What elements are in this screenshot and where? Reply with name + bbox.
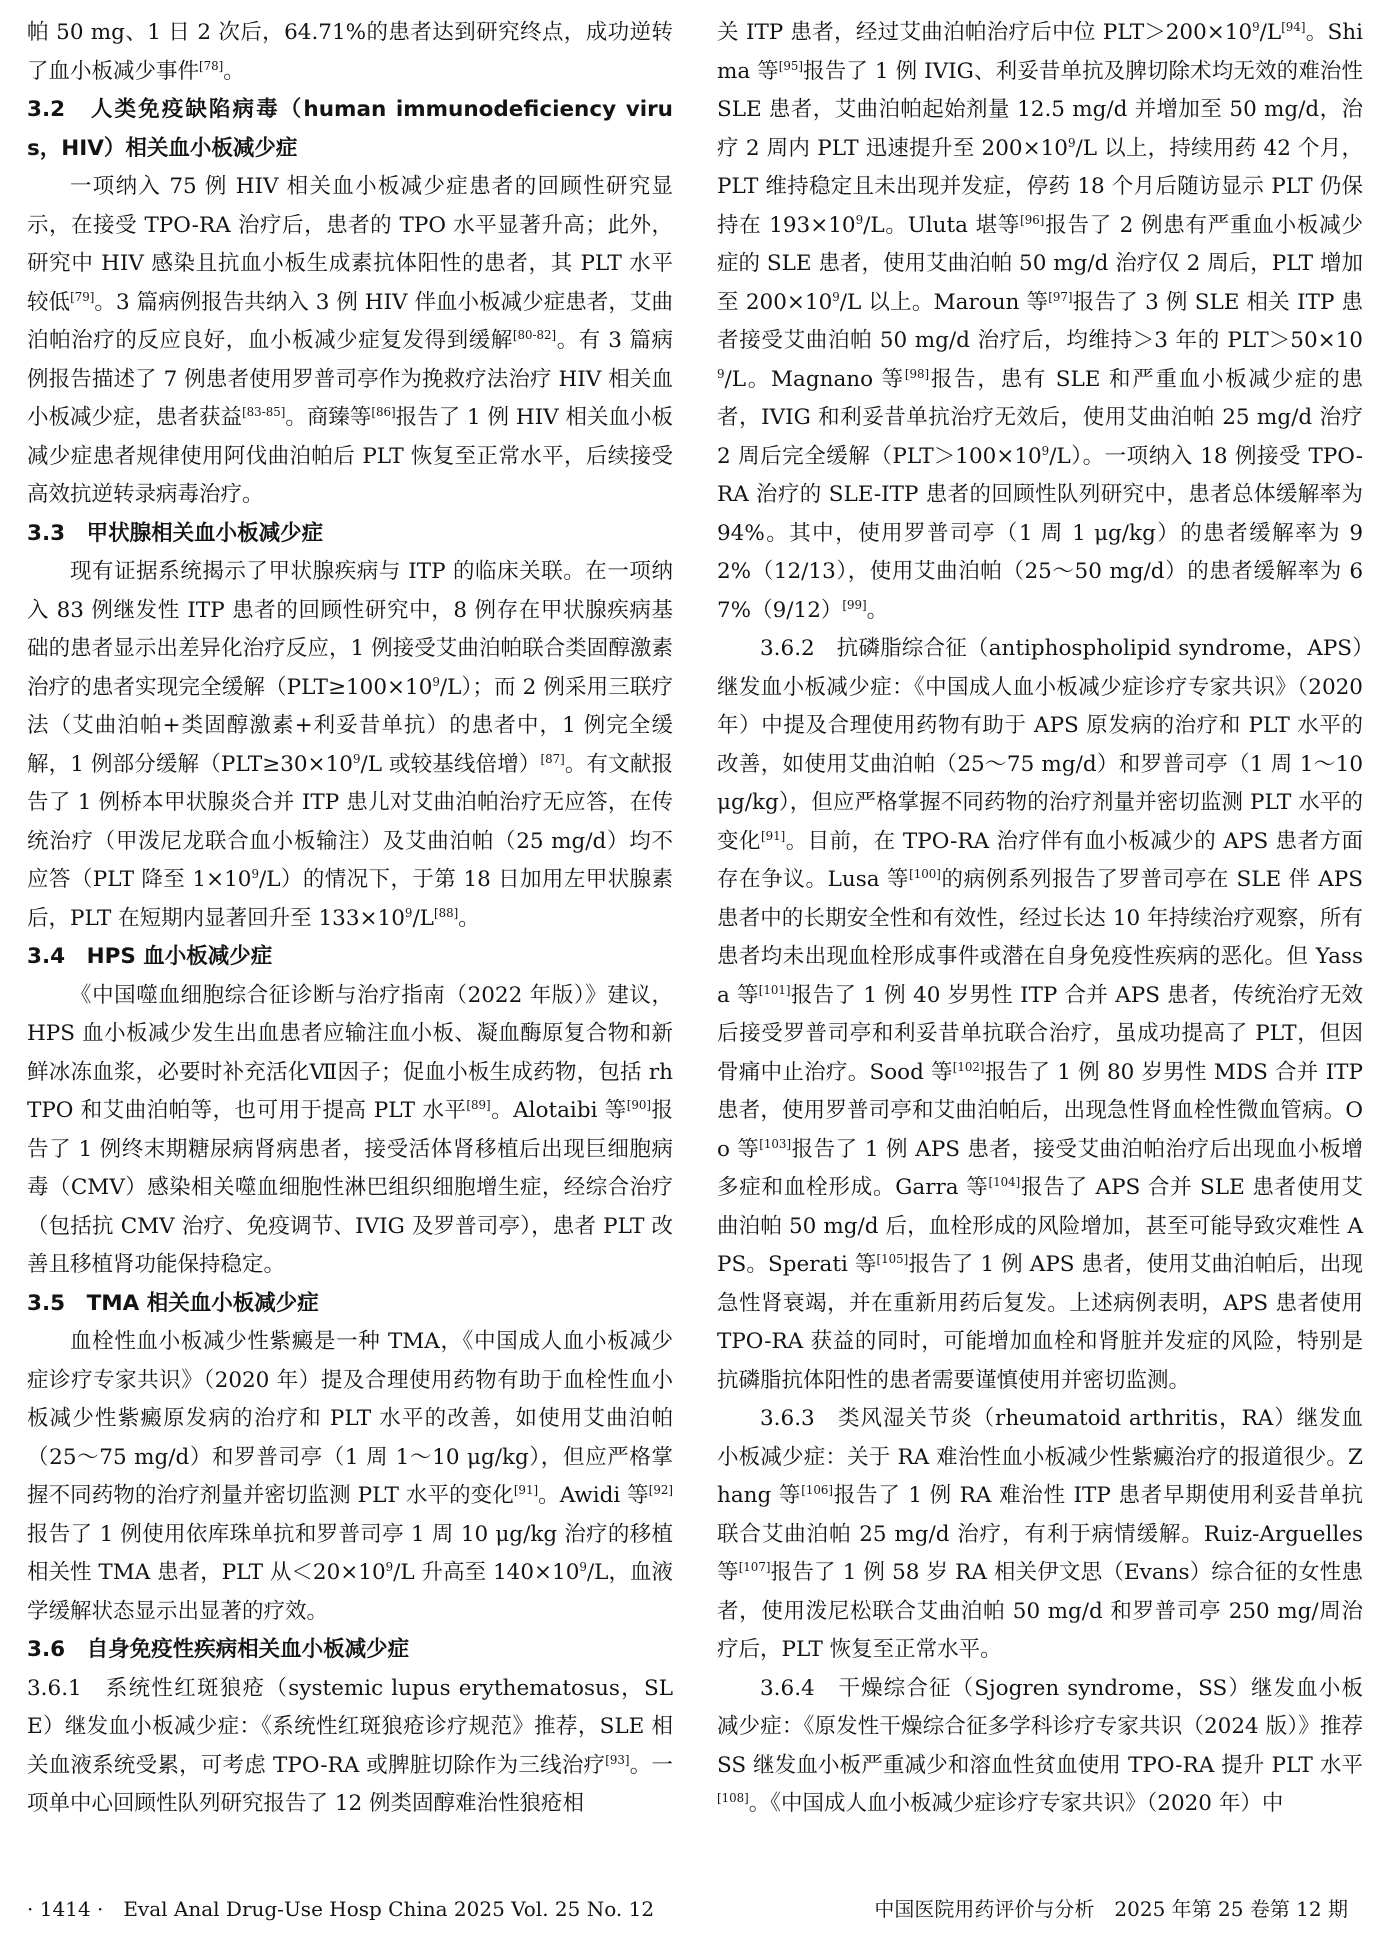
paragraph [27, 977, 673, 1285]
citation-ref: [87] [540, 751, 565, 766]
text-run: 报告了 1 例 IVIG、利妥昔单抗及脾切除术均无效的难治性 SLE 患者，艾曲泊帕起始剂量 12.5 mg/d 并增加至 50 mg/d，治疗 2 周内 PLT 迅速提升至 200×10 [717, 58, 1363, 161]
text-run: 3.2 人类免疫缺陷病毒（human immunodeficiency virus，HIV）相关血小板减少症 [27, 97, 673, 161]
footer-journal-en: · 1414 · Eval Anal Drug-Use Hosp China 2025 Vol. 25 No. 12 [27, 1897, 655, 1921]
superscript-exponent: 9 [432, 674, 440, 689]
text-run: /L）的情况下，于第 18 日加用左甲状腺素后，PLT 在短期内显著回升至 133×10 [27, 867, 673, 931]
text-run: 报告了 1 例 APS 患者，使用艾曲泊帕后，出现急性肾衰竭，并在重新用药后复发。上述病例表明，APS 患者使用 TPO-RA 获益的同时，可能增加血栓和肾脏并发症的风险，特别是抗磷脂抗体阳性的患者需要谨慎使用并密切监测。 [717, 1252, 1364, 1393]
right-column [717, 14, 1363, 1824]
text-run: 。目前，在 TPO-RA 治疗伴有血小板减少的 APS 患者方面存在争议。Lusa 等 [717, 828, 1363, 892]
text-run: /L，血液学缓解状态显示出显著的疗效。 [27, 1560, 673, 1624]
text-run: 报告了 1 例 58 岁 RA 相关伊文思（Evans）综合征的女性患者，使用泼尼松联合艾曲泊帕 50 mg/d 和罗普司亭 250 mg/周治疗后，PLT 恢复至正常水平。 [717, 1560, 1363, 1662]
section-heading [27, 91, 673, 168]
text-run: 。Shima 等 [717, 20, 1364, 84]
superscript-exponent: 9 [579, 1559, 587, 1574]
citation-ref: [108] [717, 1790, 749, 1805]
text-run: 报告了 APS 合并 SLE 患者使用艾曲泊帕 50 mg/d 后，血栓形成的风险增加，甚至可能导致灾难性 APS。Sperati 等 [717, 1175, 1364, 1277]
superscript-exponent: 9 [404, 905, 413, 920]
text-run: 报告，患有 SLE 和严重血小板减少症的患者，IVIG 和利妥昔单抗治疗无效后，使用艾曲泊帕 25 mg/d 治疗 2 周后完全缓解（PLT＞100×10 [717, 366, 1363, 469]
text-run: 报告了 1 例 40 岁男性 ITP 合并 APS 患者，传统治疗无效后接受罗普司亭和利妥昔单抗联合治疗，虽成功提高了 PLT，但因骨痛中止治疗。Sood 等 [717, 982, 1363, 1085]
paragraph [27, 1670, 673, 1824]
left-column [27, 14, 673, 1824]
text-run: /L。Magnano 等 [724, 366, 905, 392]
text-run: 报告了 1 例使用依库珠单抗和罗普司亭 1 周 10 μg/kg 治疗的移植相关性 TMA 患者，PLT 从＜20×10 [27, 1521, 673, 1585]
paragraph [27, 1323, 673, 1631]
text-run: /L）。一项纳入 18 例接受 TPO-RA 治疗的 SLE-ITP 患者的回顾性队列研究中，患者总体缓解率为 94%。其中，使用罗普司亭（1 周 1 μg/kg）的患者缓解率为 92%（12/13），使用艾曲泊帕（25～50 mg/d）的患者缓解率为 67%（9/12） [717, 443, 1363, 623]
text-run: /L 升高至 140×10 [393, 1560, 580, 1585]
text-run: 报告了 1 例 80 岁男性 MDS 合并 ITP 患者，使用罗普司亭和艾曲泊帕后，出现急性肾血栓性微血管病。Oo 等 [717, 1059, 1363, 1162]
text-run: /L [1259, 20, 1282, 45]
text-run: 报告了 3 例 SLE 相关 ITP 患者接受艾曲泊帕 50 mg/d 治疗后，均维持＞3 年的 PLT＞50×10 [717, 289, 1363, 353]
citation-ref: [78] [199, 58, 224, 73]
text-run: /L 以上，持续用药 42 个月，PLT 维持稳定且未出现并发症，停药 18 个月后随访显示 PLT 仍保持在 193×10 [717, 135, 1364, 238]
text-run: /L 以上。Maroun 等 [839, 289, 1049, 315]
text-run: 。Alotaibi 等 [490, 1098, 627, 1123]
text-run: 3.6.2 抗磷脂综合征（antiphospholipid syndrome，APS）继发血小板减少症：《中国成人血小板减少症诊疗专家共识》（2020 年）中提及合理使用药物有助于 APS 原发病的治疗和 PLT 水平的改善，如使用艾曲泊帕（25～75 mg/d）和罗普司亭（1 周 1～10 μg/kg），但应严格掌握不同药物的治疗剂量并密切监测 PLT 水平的变化 [717, 636, 1363, 854]
citation-ref: [94] [1281, 19, 1306, 34]
text-run: 3.3 甲状腺相关血小板减少症 [27, 520, 324, 546]
superscript-exponent: 9 [352, 751, 361, 766]
text-run: 。 [223, 58, 245, 84]
citation-ref: [95] [778, 58, 804, 73]
superscript-exponent: 9 [1041, 443, 1050, 458]
citation-ref: [102] [952, 1059, 985, 1074]
text-run: 3.5 TMA 相关血小板减少症 [27, 1290, 319, 1316]
text-run: 现有证据系统揭示了甲状腺疾病与 ITP 的临床关联。在一项纳入 83 例继发性 ITP 患者的回顾性研究中，8 例存在甲状腺疾病基础的患者显示出差异化治疗反应，1 例接受艾曲泊帕联合类固醇激素治疗的患者实现完全缓解（PLT≥100×10 [27, 559, 673, 700]
footer-journal-cn: 中国医院用药评价与分析 2025 年第 25 卷第 12 期 [874, 1897, 1348, 1921]
text-run: 3.6.4 干燥综合征（Sjogren syndrome，SS）继发血小板减少症：《原发性干燥综合征多学科诊疗专家共识（2024 版）》推荐 SS 继发血小板严重减少和溶血性贫血使用 TPO-RA 提升 PLT 水平 [717, 1675, 1363, 1778]
text-run: 关 ITP 患者，经过艾曲泊帕治疗后中位 PLT＞200×10 [717, 20, 1253, 45]
section-heading [27, 938, 673, 977]
section-heading [27, 1631, 673, 1670]
text-run: 。一项单中心回顾性队列研究报告了 12 例类固醇难治性狼疮相 [27, 1752, 673, 1816]
page-footer [27, 1896, 1348, 1922]
citation-ref: [93] [605, 1752, 630, 1767]
paragraph [27, 168, 673, 515]
text-run: 报告了 1 例 RA 难治性 ITP 患者早期使用利妥昔单抗联合艾曲泊帕 25 mg/d 治疗，有利于病情缓解。Ruiz-Arguelles 等 [717, 1483, 1363, 1585]
citation-ref: [90] [626, 1097, 651, 1112]
text-run: 《中国噬血细胞综合征诊断与治疗指南（2022 年版）》建议，HPS 血小板减少发生出血患者应输注血小板、凝血酶原复合物和新鲜冰冻血浆，必要时补充活化Ⅶ因子；促血小板生成药物，包括 rhTPO 和艾曲泊帕等，也可用于提高 PLT 水平 [27, 982, 673, 1123]
citation-ref: [103] [759, 1136, 792, 1151]
text-run: /L [412, 905, 434, 931]
text-run: 血栓性血小板减少性紫癜是一种 TMA，《中国成人血小板减少症诊疗专家共识》（2020 年）提及合理使用药物有助于血栓性血小板减少性紫癜原发病的治疗和 PLT 水平的改善，如使用艾曲泊帕（25～75 mg/d）和罗普司亭（1 周 1～10 μg/kg），但应严格掌握不同药物的治疗剂量并密切监测 PLT 水平的变化 [27, 1329, 673, 1508]
superscript-exponent: 9 [832, 289, 840, 304]
text-run: 报告了 1 例终末期糖尿病肾病患者，接受活体肾移植后出现巨细胞病毒（CMV）感染相关噬血细胞性淋巴组织细胞增生症，经综合治疗（包括抗 CMV 治疗、免疫调节、IVIG 及罗普司亭），患者 PLT 改善且移植肾功能保持稳定。 [27, 1098, 673, 1277]
citation-ref: [100] [909, 866, 941, 881]
citation-ref: [91] [760, 828, 786, 843]
paragraph [717, 630, 1363, 1400]
text-run: 。有文献报告了 1 例桥本甲状腺炎合并 ITP 患儿对艾曲泊帕治疗无应答，在传统治疗（甲泼尼龙联合血小板输注）及艾曲泊帕（25 mg/d）均不应答（PLT 降至 1×10 [27, 751, 673, 892]
citation-ref: [80-82] [512, 327, 557, 342]
citation-ref: [106] [801, 1482, 833, 1497]
citation-ref: [91] [513, 1482, 539, 1497]
citation-ref: [96] [1020, 212, 1045, 227]
text-run: 报告了 1 例 HIV 相关血小板减少症患者规律使用阿伐曲泊帕后 PLT 恢复至正常水平，后续接受高效抗逆转录病毒治疗。 [27, 405, 673, 507]
text-run: 。 [458, 905, 480, 931]
text-run: 的病例系列报告了罗普司亭在 SLE 伴 APS 患者中的长期安全性和有效性，经过长达 10 年持续治疗观察，所有患者均未出现血栓形成事件或潜在自身免疫性疾病的恶化。但 Yassa 等 [717, 867, 1363, 1008]
text-run: 3.6.3 类风湿关节炎（rheumatoid arthritis，RA）继发血小板减少症：关于 RA 难治性血小板减少性紫癜治疗的报道很少。Zhang 等 [717, 1406, 1363, 1508]
paragraph [27, 14, 673, 91]
citation-ref: [107] [738, 1559, 771, 1574]
text-run: 3.4 HPS 血小板减少症 [27, 944, 273, 969]
citation-ref: [92] [648, 1482, 673, 1497]
citation-ref: [89] [466, 1097, 491, 1112]
text-run: 3.6.1 系统性红斑狼疮（systemic lupus erythematosus，SLE）继发血小板减少症：《系统性红斑狼疮诊疗规范》推荐，SLE 相关血液系统受累，可考虑 TPO-RA 或脾脏切除作为三线治疗 [27, 1675, 673, 1778]
text-run: 。商臻等 [285, 405, 372, 430]
text-run: 帕 50 mg、1 日 2 次后，64.71%的患者达到研究终点，成功逆转了血小板减少事件 [27, 20, 673, 84]
citation-ref: [104] [988, 1174, 1021, 1189]
citation-ref: [98] [904, 366, 930, 381]
superscript-exponent: 9 [1252, 19, 1260, 34]
text-run: 报告了 1 例 APS 患者，接受艾曲泊帕治疗后出现血小板增多症和血栓形成。Garra 等 [717, 1136, 1363, 1200]
text-run: 。Awidi 等 [538, 1483, 649, 1508]
text-run: 。3 篇病例报告共纳入 3 例 HIV 伴血小板减少症患者，艾曲泊帕治疗的反应良好，血小板减少症复发得到缓解 [27, 289, 673, 353]
citation-ref: [79] [70, 289, 95, 304]
section-heading [27, 1285, 673, 1324]
paragraph [27, 553, 673, 938]
superscript-exponent: 9 [1067, 135, 1076, 150]
citation-ref: [88] [433, 905, 459, 920]
text-run: 报告了 2 例患有严重血小板减少症的 SLE 患者，使用艾曲泊帕 50 mg/d 治疗仅 2 周后，PLT 增加至 200×10 [717, 212, 1363, 315]
text-run: /L。Uluta 堪等 [863, 212, 1021, 238]
paragraph [717, 14, 1363, 630]
paragraph [717, 1400, 1363, 1670]
citation-ref: [99] [842, 597, 867, 612]
superscript-exponent: 9 [717, 366, 725, 381]
text-run: 。 [866, 597, 889, 623]
citation-ref: [83-85] [242, 404, 286, 419]
text-run: /L 或较基线倍增） [360, 751, 541, 777]
superscript-exponent: 9 [385, 1559, 394, 1574]
text-run: 一项纳入 75 例 HIV 相关血小板减少症患者的回顾性研究显示，在接受 TPO-RA 治疗后，患者的 TPO 水平显著升高；此外，研究中 HIV 感染且抗血小板生成素抗体阳性的患者，其 PLT 水平较低 [27, 174, 673, 315]
text-run: 。有 3 篇病例报告描述了 7 例患者使用罗普司亭作为挽救疗法治疗 HIV 相关血小板减少症，患者获益 [27, 328, 673, 430]
citation-ref: [101] [758, 982, 791, 997]
paragraph [717, 1670, 1363, 1824]
section-heading [27, 515, 673, 554]
text-run: 3.6 自身免疫性疾病相关血小板减少症 [27, 1637, 410, 1662]
text-run: /L）；而 2 例采用三联疗法（艾曲泊帕+类固醇激素+利妥昔单抗）的患者中，1 例完全缓解，1 例部分缓解（PLT≥30×10 [27, 674, 673, 777]
superscript-exponent: 9 [251, 866, 259, 881]
citation-ref: [105] [876, 1251, 909, 1266]
text-run: 。《中国成人血小板减少症诊疗专家共识》（2020 年）中 [748, 1791, 1284, 1816]
superscript-exponent: 9 [855, 212, 864, 227]
citation-ref: [97] [1048, 289, 1073, 304]
citation-ref: [86] [371, 404, 396, 419]
